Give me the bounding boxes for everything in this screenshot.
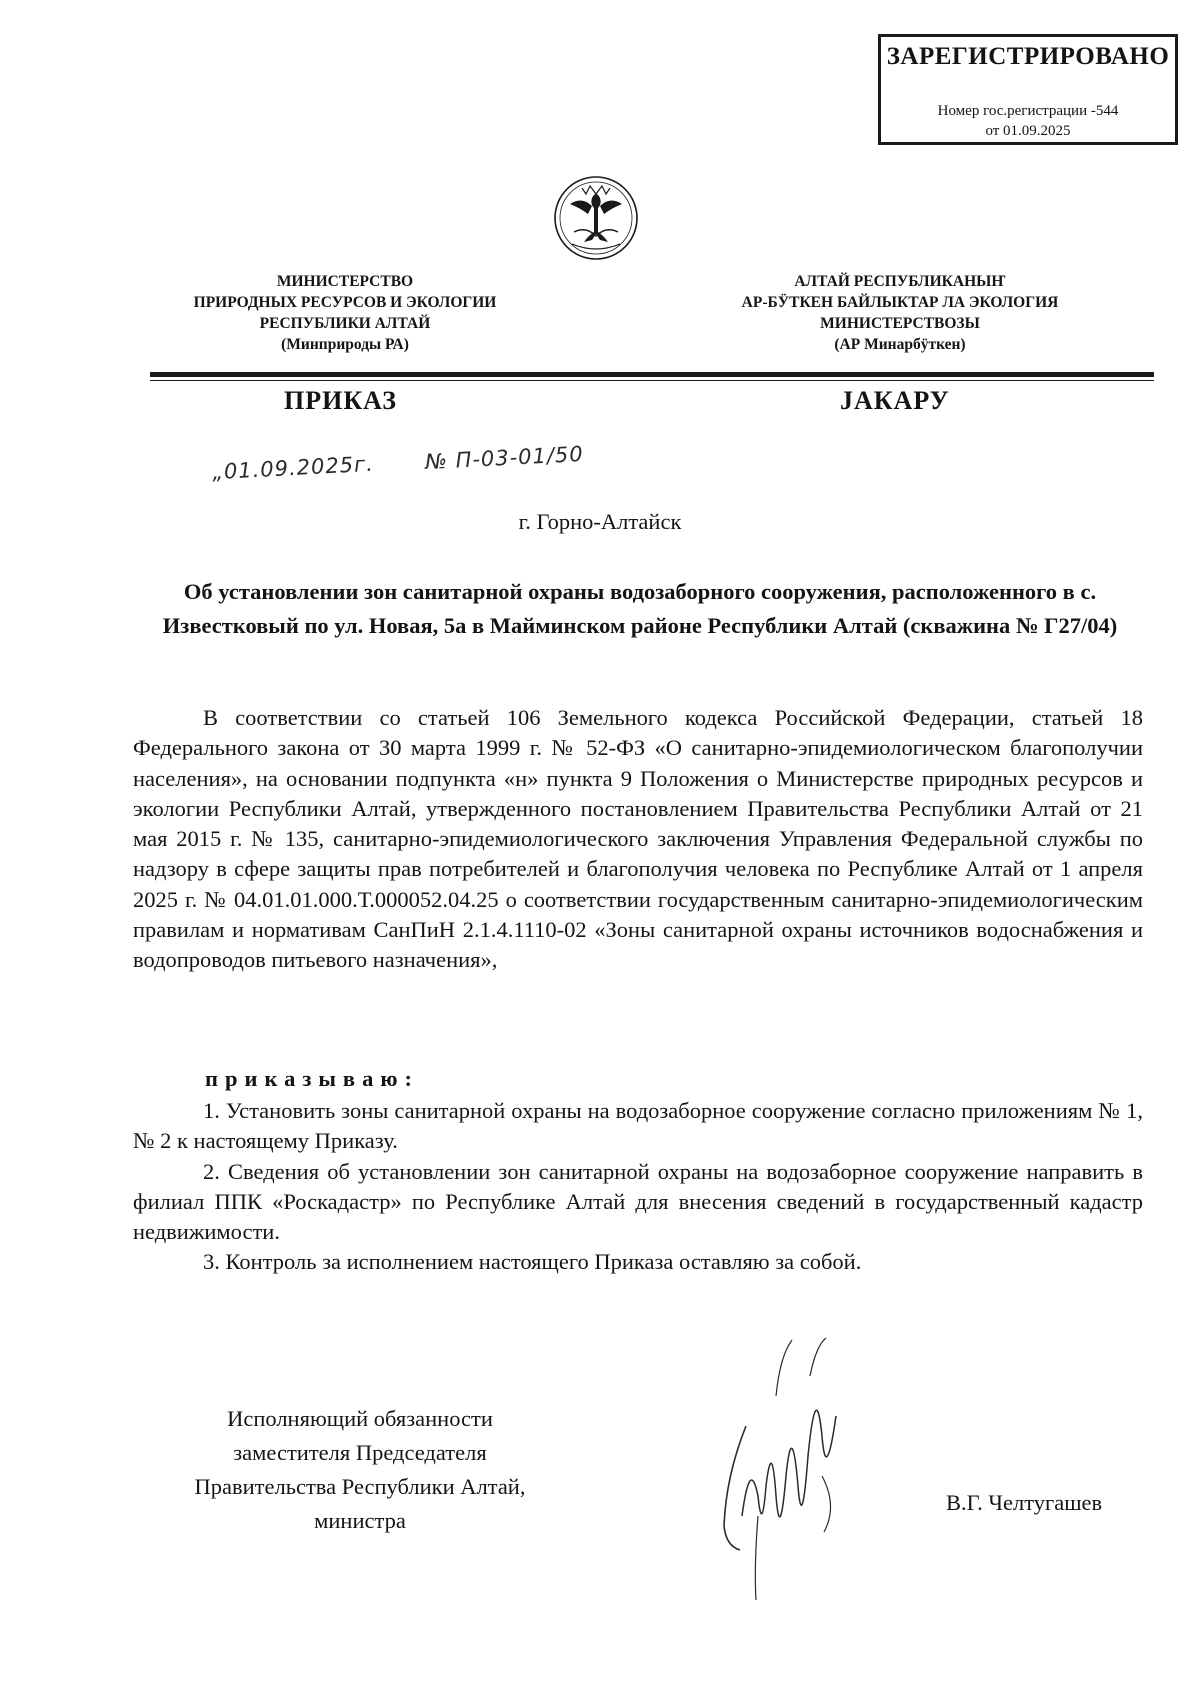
- ministry-line: АР-БӰТКЕН БАЙЛЫКТАР ЛА ЭКОЛОГИЯ: [741, 294, 1059, 311]
- clause: 1. Установить зоны санитарной охраны на водозаборное сооружение согласно приложениям № 1, № 2 к настоящему Приказу.: [133, 1098, 1143, 1154]
- registration-stamp: [878, 34, 1178, 145]
- header-divider-thick: [150, 372, 1154, 377]
- signer-title-line: Исполняющий обязанности: [227, 1406, 493, 1431]
- ministry-line: (Минприроды РА): [281, 336, 409, 353]
- ministry-line: АЛТАЙ РЕСПУБЛИКАНЫҤ: [794, 273, 1006, 290]
- signer-title-line: заместителя Председателя: [233, 1440, 487, 1465]
- ministry-name-altai: [700, 271, 1100, 355]
- signer-title-line: министра: [314, 1508, 406, 1533]
- signer-title: [140, 1402, 580, 1538]
- ministry-name-russian: [160, 271, 530, 355]
- order-word: приказываю:: [205, 1066, 420, 1091]
- order-title-altai: ЈАКАРУ: [840, 386, 950, 415]
- handwritten-signature: [706, 1336, 886, 1606]
- ministry-line: МИНИСТЕРСТВО: [276, 273, 414, 290]
- registration-date: от 01.09.2025: [985, 123, 1071, 139]
- ministry-line: МИНИСТЕРСТВОЗЫ: [820, 315, 980, 332]
- order-clauses: [133, 1096, 1143, 1278]
- registration-stamp-title: ЗАРЕГИСТРИРОВАНО: [886, 43, 1170, 70]
- document-title: Об установлении зон санитарной охраны водозаборного сооружения, расположенного в с. Известковый по ул. Новая, 5а в Майминском районе Республики Алтай (скважина № Г27/04): [162, 579, 1118, 638]
- order-title-russian: ПРИКАЗ: [284, 386, 398, 415]
- ministry-line: ПРИРОДНЫХ РЕСУРСОВ И ЭКОЛОГИИ: [193, 294, 497, 311]
- signer-title-line: Правительства Республики Алтай,: [194, 1474, 526, 1499]
- preamble-paragraph: В соответствии со статьей 106 Земельного кодекса Российской Федерации, статьей 18 Федерального закона от 30 марта 1999 г. № 52-ФЗ «О санитарно-эпидемиологическом благополучии населения», на основании подпункта «н» пункта 9 Положения о Министерстве природных ресурсов и экологии Республики Алтай, утвержденного постановлением Правительства Республики Алтай от 21 мая 2015 г. № 135, санитарно-эпидемиологического заключения Управления Федеральной службы по надзору в сфере защиты прав потребителей и благополучия человека по Республике Алтай от 1 апреля 2025 г. № 04.01.01.000.Т.000052.04.25 о соответствии государственным санитарно-эпидемиологическим правилам и нормативам СанПиН 2.1.4.1110-02 «Зоны санитарной охраны источников водоснабжения и водопроводов питьевого назначения»,: [133, 705, 1143, 973]
- signer-name: В.Г. Челтугашев: [946, 1490, 1103, 1515]
- ministry-line: (АР Минарбӱткен): [834, 336, 966, 353]
- clause: 3. Контроль за исполнением настоящего Приказа оставляю за собой.: [203, 1249, 862, 1275]
- handwritten-order-number: № П-03-01/50: [424, 441, 585, 475]
- coat-of-arms-icon: [552, 174, 640, 264]
- ministry-line: РЕСПУБЛИКИ АЛТАЙ: [259, 315, 431, 332]
- registration-number: Номер гос.регистрации -544: [937, 103, 1119, 119]
- header-divider-thin: [150, 380, 1154, 381]
- handwritten-date: „01.09.2025г.: [211, 451, 375, 485]
- clause: 2. Сведения об установлении зон санитарной охраны на водозаборное сооружение направить в филиал ППК «Роскадастр» по Республике Алтай для внесения сведений в государственный кадастр недвижимости.: [133, 1158, 1143, 1245]
- city: г. Горно-Алтайск: [518, 509, 682, 534]
